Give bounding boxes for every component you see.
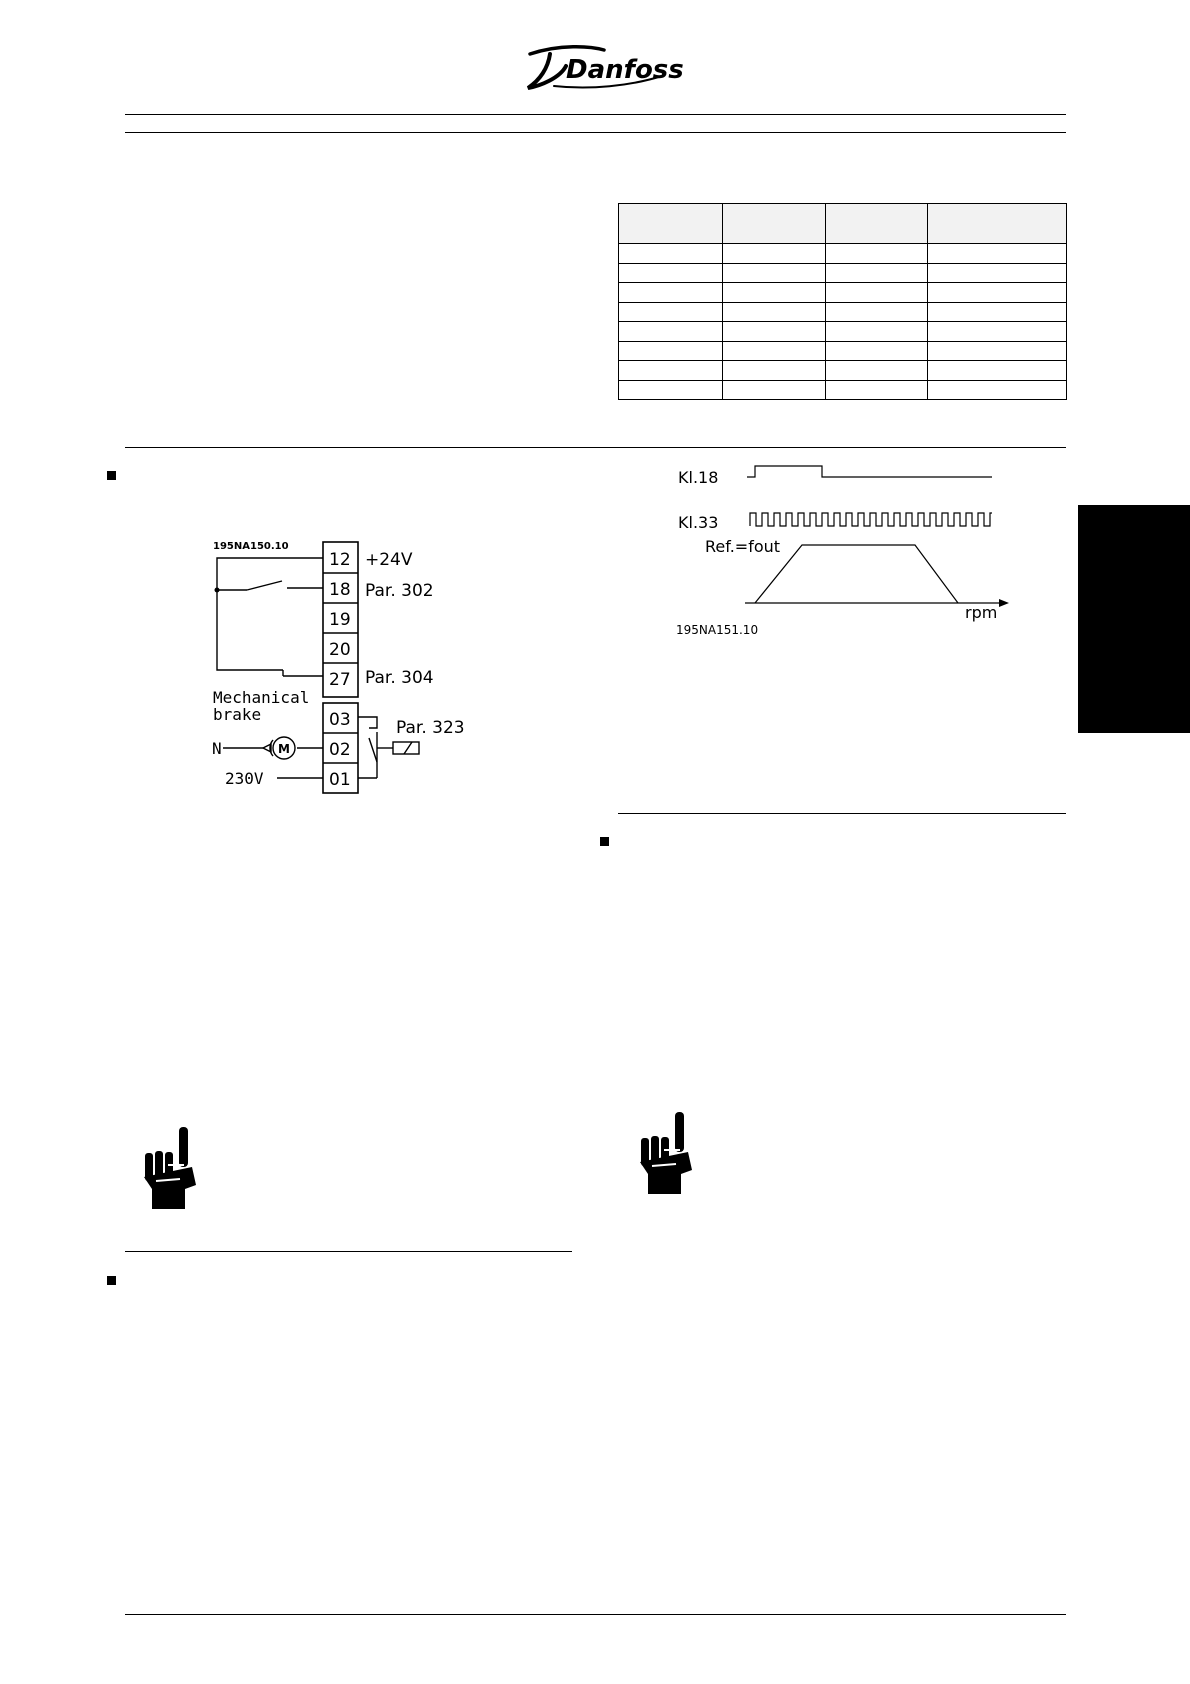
table-header-cell	[723, 204, 826, 244]
reference-label: Ref.=fout	[705, 537, 781, 556]
table-header-cell	[928, 204, 1067, 244]
timing-figure-id: 195NA151.10	[676, 623, 759, 637]
table-row	[619, 263, 1067, 283]
terminal-label-par323: Par. 323	[396, 718, 465, 738]
header-rule-bottom	[125, 132, 1066, 133]
section-bullet	[107, 1276, 116, 1285]
kl33-pulse-trace	[750, 513, 992, 526]
terminal-03: 03	[329, 710, 351, 730]
table-header-row	[619, 204, 1067, 244]
kl18-signal-trace	[747, 466, 992, 477]
mechanical-brake-label-2: brake	[213, 705, 262, 724]
supply-voltage-label: 230V	[225, 769, 264, 788]
table-header-cell	[826, 204, 928, 244]
terminal-27: 27	[329, 670, 351, 690]
section-bullet	[107, 471, 116, 480]
mechanical-brake-label: Mechanical	[213, 688, 310, 707]
footer-rule	[125, 1614, 1066, 1615]
spec-table	[618, 203, 1067, 400]
terminal-12: 12	[329, 550, 351, 570]
note-rule	[125, 1251, 572, 1252]
header-rule-top	[125, 114, 1066, 115]
table-row	[619, 302, 1067, 322]
note-hand-icon	[140, 1125, 200, 1209]
table-row	[619, 283, 1067, 303]
terminal-label-24v: +24V	[365, 550, 413, 570]
neutral-label: N	[212, 739, 222, 758]
terminal-20: 20	[329, 640, 351, 660]
timing-diagram	[675, 460, 1020, 640]
timing-section-rule	[618, 813, 1066, 814]
table-row	[619, 380, 1067, 400]
rpm-axis-label: rpm	[965, 603, 998, 622]
motor-symbol: M	[278, 742, 290, 756]
terminal-label-par304: Par. 304	[365, 668, 434, 688]
speed-ramp-trace	[755, 545, 958, 603]
terminal-19: 19	[329, 610, 351, 630]
brand-wordmark: Danfoss	[566, 55, 684, 85]
table-row	[619, 361, 1067, 381]
terminal-02: 02	[329, 740, 351, 760]
danfoss-logo	[520, 40, 684, 96]
section-bullet	[600, 837, 609, 846]
section-rule	[125, 447, 1066, 448]
terminal-01: 01	[329, 770, 351, 790]
chapter-side-tab	[1078, 505, 1190, 733]
table-row	[619, 341, 1067, 361]
terminal-18: 18	[329, 580, 351, 600]
wiring-diagram	[205, 530, 505, 800]
table-header-cell	[619, 204, 723, 244]
terminal-label-par302: Par. 302	[365, 581, 434, 601]
wiring-figure-id: 195NA150.10	[213, 541, 289, 552]
note-hand-icon	[636, 1110, 696, 1194]
signal-kl33-label: Kl.33	[678, 513, 719, 532]
table-row	[619, 322, 1067, 342]
signal-kl18-label: Kl.18	[678, 468, 719, 487]
table-row	[619, 244, 1067, 264]
